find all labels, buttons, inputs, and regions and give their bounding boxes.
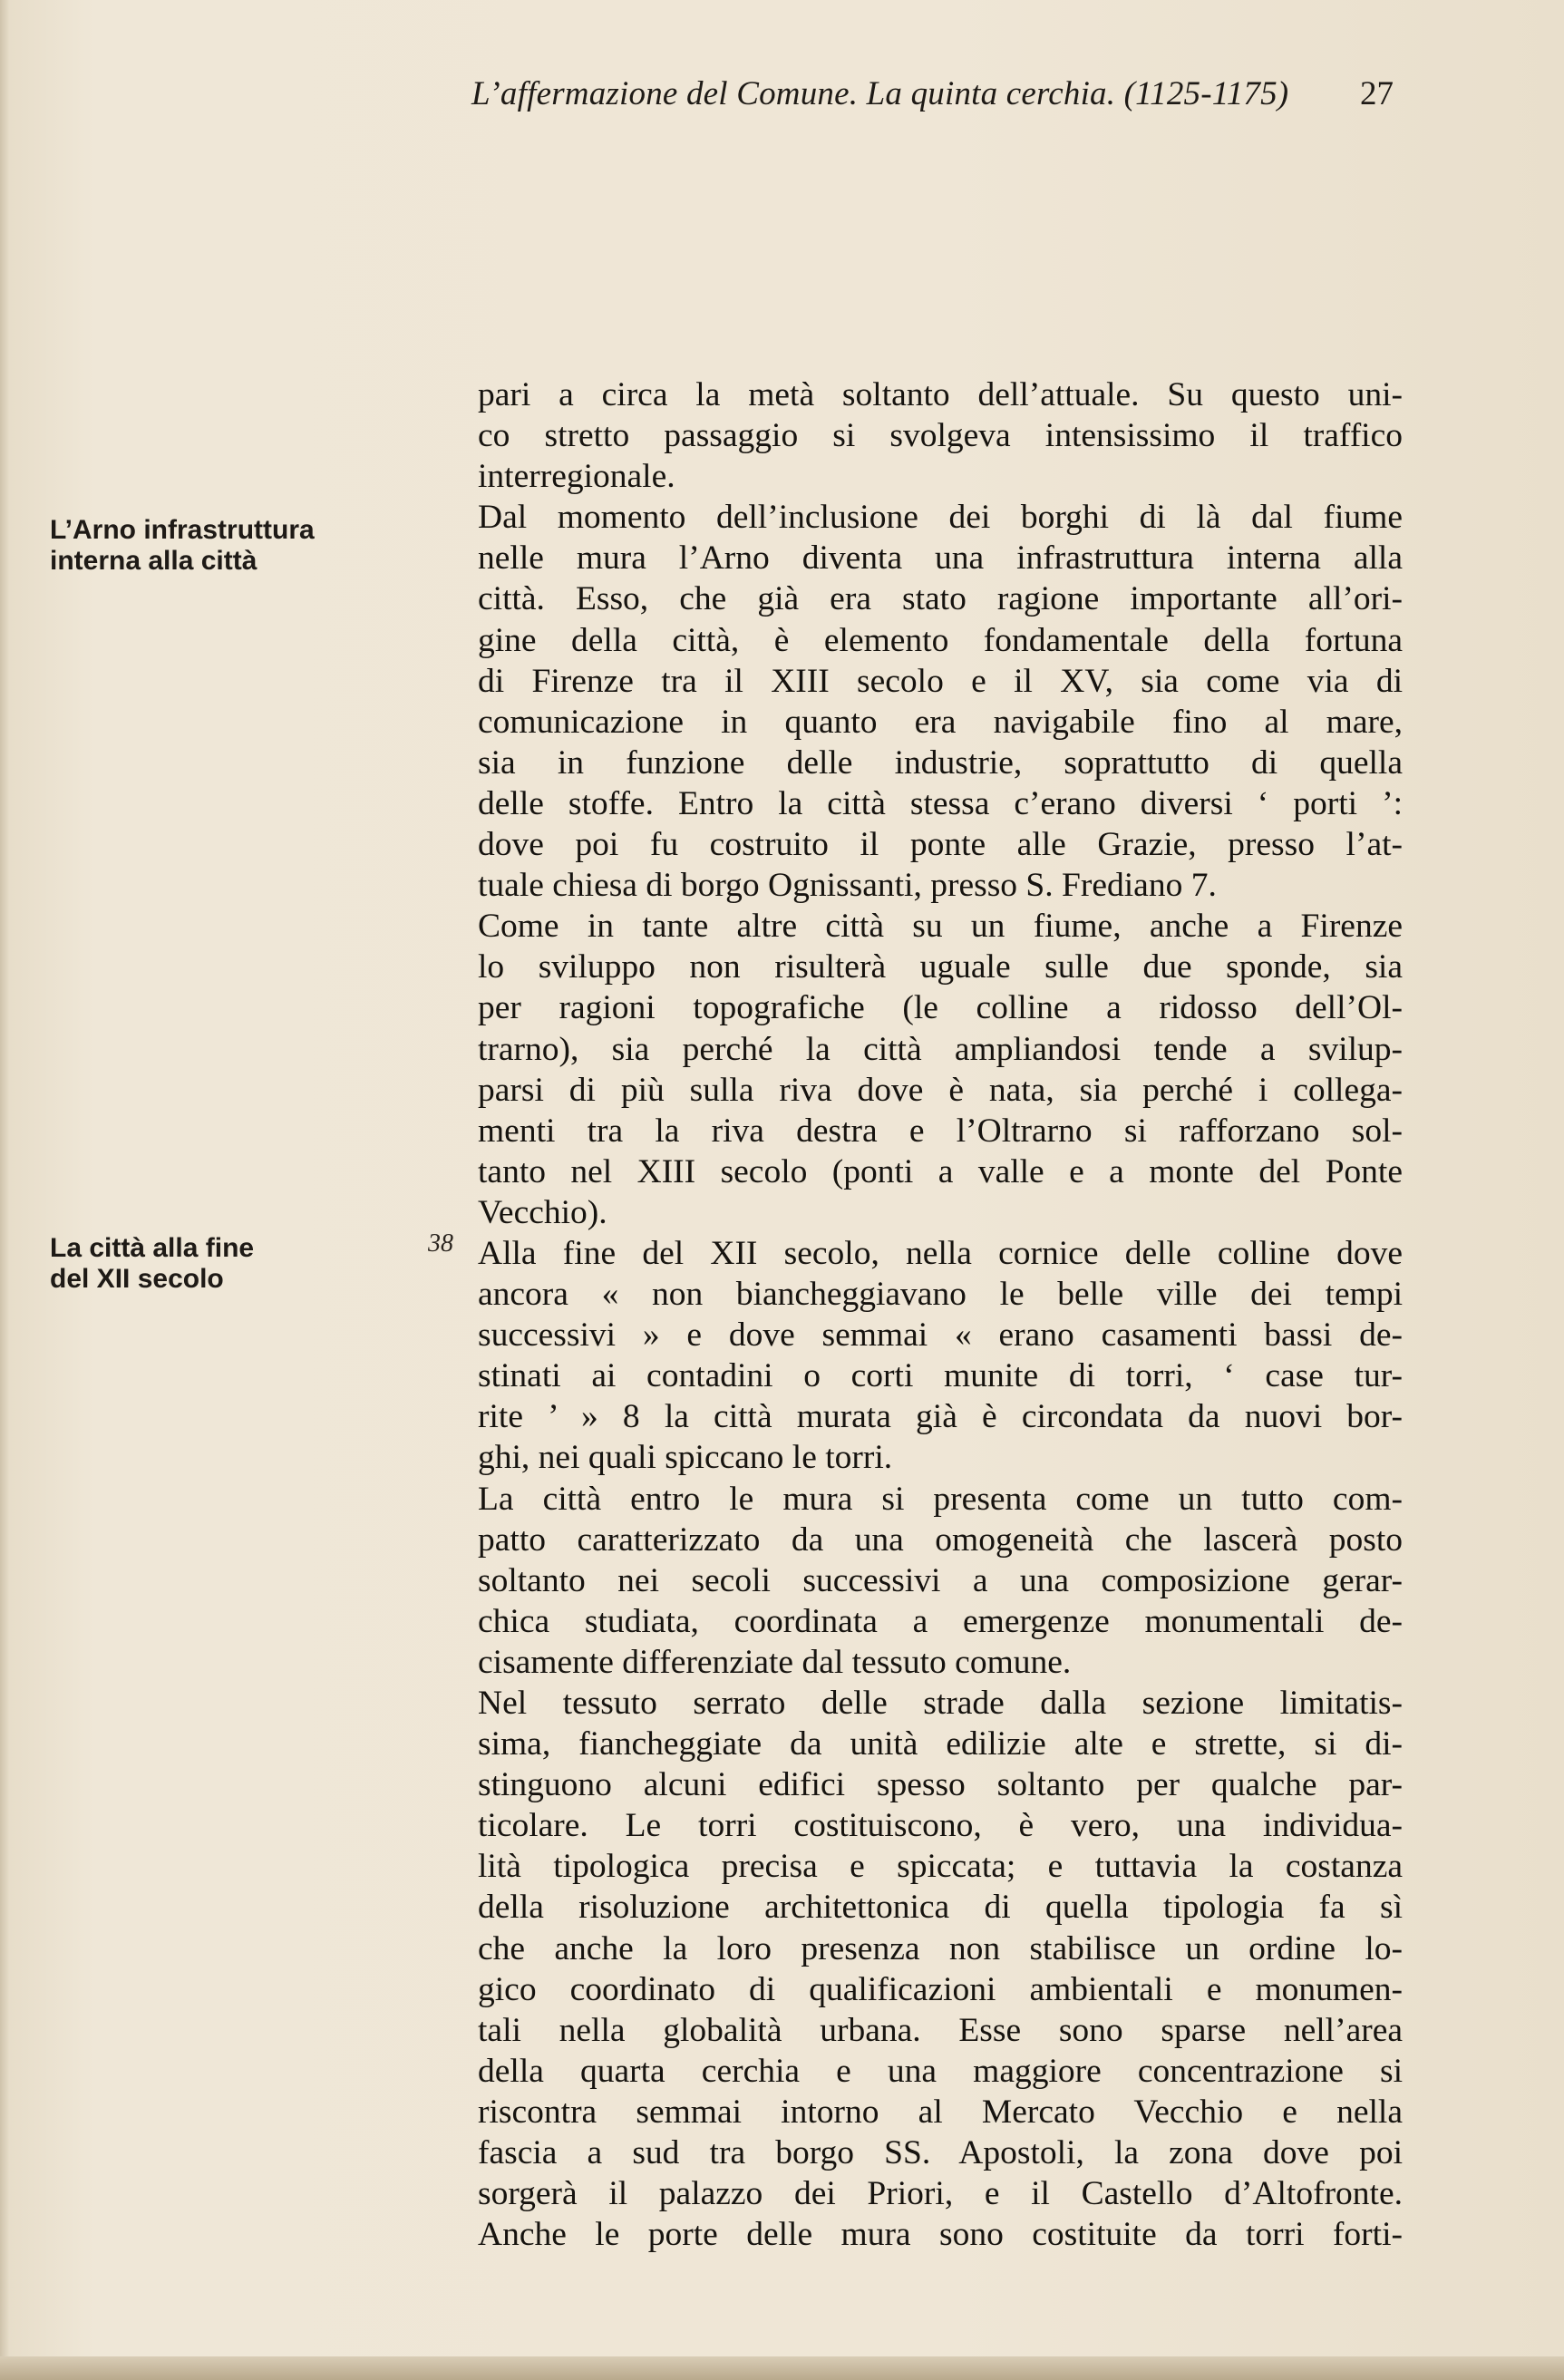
- text-line: chica studiata, coordinata a emergenze monumentali de-: [478, 1602, 1403, 1640]
- marginal-note-line: del XII secolo: [50, 1264, 224, 1294]
- text-line: soltanto nei secoli successivi a una composizione gerar-: [478, 1561, 1403, 1599]
- text-line: ticolare. Le torri costituiscono, è vero, una individua-: [478, 1807, 1403, 1845]
- text-line: tali nella globalità urbana. Esse sono sparse nell’area: [478, 2011, 1403, 2049]
- paragraph-number: 38: [428, 1229, 453, 1258]
- text-line: trarno), sia perché la città ampliandosi tende a svilup-: [478, 1030, 1403, 1068]
- text-line: rite ’ » 8 la città murata già è circondata da nuovi bor-: [478, 1398, 1403, 1436]
- page-bottom-edge: [0, 2356, 1564, 2380]
- text-line: gico coordinato di qualificazioni ambientali e monumen-: [478, 1970, 1403, 2008]
- body-text: [478, 374, 1403, 2255]
- text-line: riscontra semmai intorno al Mercato Vecchio e nella: [478, 2093, 1403, 2131]
- text-line: dove poi fu costruito il ponte alle Grazie, presso l’at-: [478, 826, 1403, 864]
- text-line: ghi, nei quali spiccano le torri.: [478, 1439, 893, 1477]
- text-line: La città entro le mura si presenta come un tutto com-: [478, 1480, 1403, 1518]
- text-line: lità tipologica precisa e spiccata; e tuttavia la costanza: [478, 1848, 1403, 1886]
- text-line: comunicazione in quanto era navigabile fino al mare,: [478, 703, 1403, 741]
- text-line: ancora « non biancheggiavano le belle ville dei tempi: [478, 1276, 1403, 1314]
- text-line: co stretto passaggio si svolgeva intensissimo il traffico: [478, 417, 1403, 455]
- text-line: Dal momento dell’inclusione dei borghi di là dal fiume: [478, 499, 1403, 537]
- text-line: che anche la loro presenza non stabilisce un ordine lo-: [478, 1929, 1403, 1967]
- text-line: Anche le porte delle mura sono costituite da torri forti-: [478, 2216, 1403, 2254]
- text-line: sorgerà il palazzo dei Priori, e il Castello d’Altofronte.: [478, 2175, 1403, 2213]
- text-line: sia in funzione delle industrie, soprattutto di quella: [478, 743, 1403, 782]
- text-line: Vecchio).: [478, 1193, 607, 1231]
- text-line: delle stoffe. Entro la città stessa c’erano diversi ‘ porti ’:: [478, 784, 1403, 822]
- text-line: successivi » e dove semmai « erano casamenti bassi de-: [478, 1316, 1403, 1355]
- text-line: città. Esso, che già era stato ragione importante all’ori-: [478, 580, 1403, 618]
- text-line: della risoluzione architettonica di quella tipologia fa sì: [478, 1889, 1403, 1927]
- text-line: cisamente differenziate dal tessuto comune.: [478, 1643, 1072, 1681]
- text-line: tanto nel XIII secolo (ponti a valle e a monte del Ponte: [478, 1152, 1403, 1190]
- page-number: 27: [1360, 75, 1394, 112]
- text-line: nelle mura l’Arno diventa una infrastruttura interna alla: [478, 539, 1403, 578]
- text-line: di Firenze tra il XIII secolo e il XV, sia come via di: [478, 662, 1403, 700]
- text-line: parsi di più sulla riva dove è nata, sia perché i collega-: [478, 1071, 1403, 1109]
- text-line: sima, fiancheggiate da unità edilizie alte e strette, si di-: [478, 1725, 1403, 1763]
- text-line: per ragioni topografiche (le colline a ridosso dell’Ol-: [478, 989, 1403, 1027]
- marginal-note-line: L’Arno infrastruttura: [50, 515, 315, 545]
- text-line: della quarta cerchia e una maggiore concentrazione si: [478, 2052, 1403, 2090]
- page-header: [0, 74, 1564, 129]
- text-line: interregionale.: [478, 458, 675, 496]
- running-title: L’affermazione del Comune. La quinta cerchia. (1125-1175): [471, 75, 1289, 112]
- text-line: pari a circa la metà soltanto dell’attuale. Su questo uni-: [478, 376, 1403, 413]
- text-line: stinguono alcuni edifici spesso soltanto per qualche par-: [478, 1766, 1403, 1804]
- text-line: lo sviluppo non risulterà uguale sulle due sponde, sia: [478, 948, 1403, 986]
- marginal-note-line: interna alla città: [50, 546, 257, 576]
- page-gutter-shadow: [0, 0, 9, 2380]
- marginal-note-arno: [50, 515, 431, 577]
- text-line: tuale chiesa di borgo Ognissanti, presso S. Frediano 7.: [478, 867, 1217, 905]
- text-line: fascia a sud tra borgo SS. Apostoli, la zona dove poi: [478, 2134, 1403, 2172]
- text-line: patto caratterizzato da una omogeneità che lascerà posto: [478, 1520, 1403, 1559]
- marginal-note-line: La città alla fine: [50, 1233, 255, 1263]
- text-line: Alla fine del XII secolo, nella cornice delle colline dove: [478, 1234, 1403, 1272]
- text-line: menti tra la riva destra e l’Oltrarno si rafforzano sol-: [478, 1112, 1403, 1150]
- text-line: gine della città, è elemento fondamentale della fortuna: [478, 621, 1403, 659]
- text-line: Come in tante altre città su un fiume, anche a Firenze: [478, 908, 1403, 946]
- marginal-note-xii-secolo: [50, 1233, 431, 1295]
- text-line: stinati ai contadini o corti munite di torri, ‘ case tur-: [478, 1357, 1403, 1395]
- text-line: Nel tessuto serrato delle strade dalla sezione limitatis-: [478, 1685, 1403, 1722]
